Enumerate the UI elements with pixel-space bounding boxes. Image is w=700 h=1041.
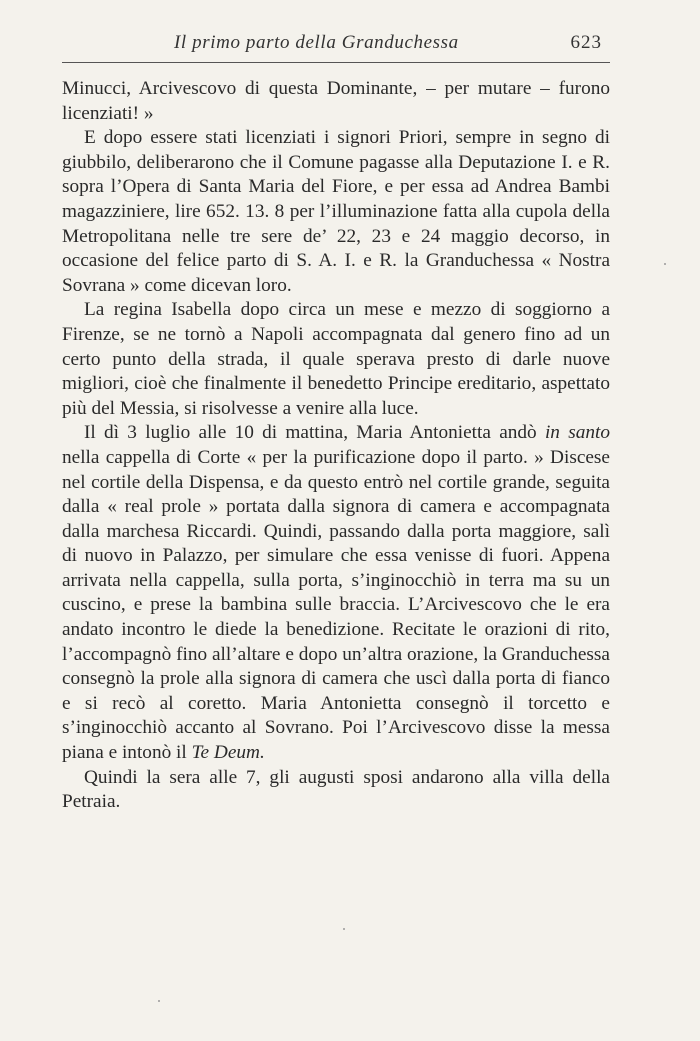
paragraph [62,421,610,765]
text-run: La regina Isabella dopo circa un mese e mezzo di soggiorno a Firenze, se ne tornò a Napoli accompagnata dal genero fino ad un certo punto della strada, il quale sperava presto di darle nuove migliori, cioè che finalmente il benedetto Principe ereditario, aspettato più del Messia, si risolvesse a venire alla luce. [62,299,610,419]
scan-speck [664,263,666,265]
italic-phrase: in santo [544,422,610,444]
running-head [62,28,610,63]
paragraph [62,77,610,126]
text-run: Minucci, Arcivescovo di questa Dominante, – per mutare – furono licenziati! » [62,78,610,124]
italic-phrase: Te Deum. [191,742,265,764]
text-run: Quindi la sera alle 7, gli augusti sposi andarono alla villa della Petraia. [62,766,610,813]
text-run: E dopo essere stati licenziati i signori Priori, sempre in segno di giubbilo, deliberarono che il Comune pagasse alla Deputazione I. e R. sopra l’Opera di Santa Maria del Fiore, e per essa ad Andrea Bambi magazziniere, lire 652. 13. 8 per l’illuminazione fatta alla cupola della Metropolitana nelle tre sere de’ 22, 23 e 24 maggio decorso, in occasione del felice parto di S. A. I. e R. la Granduchessa « Nostra Sovrana » come dicevan loro. [62,127,610,296]
body-text [62,77,610,815]
text-run: nella cappella di Corte « per la purificazione dopo il parto. » Discese nel cortile della Dispensa, e da questo entrò nel cortile grande, seguita dalla « real prole » portata dalla signora di camera e accompagnata dalla marchesa Riccardi. Quindi, passando dalla porta maggiore, salì di nuovo in Palazzo, per simulare che essa venisse di fuori. Appena arrivata nella cappella, sulla porta, s’inginocchiò in terra ma su un cuscino, e prese la bambina sulle braccia. L’Arcivescovo che le era andato incontro le diede la benedizione. Recitate le orazioni di rito, l’accompagnò fino all’altare e dopo un’altra orazione, la Granduchessa consegnò la prole alla signora di camera che uscì dalla porta di fianco e si recò al coretto. Maria Antonietta consegnò il torcetto e s’inginocchiò accanto al Sovrano. Poi l’Arcivescovo disse la messa piana e intonò il [62,446,610,764]
running-title: Il primo parto della Granduchessa [174,32,459,53]
text-run: Il dì 3 luglio alle 10 di mattina, Maria Antonietta andò [84,422,545,444]
paragraph [62,126,610,298]
page-number: 623 [570,32,602,53]
paragraph [62,298,610,421]
paragraph [62,766,610,815]
scan-speck [158,1000,160,1002]
scan-speck [343,928,345,930]
